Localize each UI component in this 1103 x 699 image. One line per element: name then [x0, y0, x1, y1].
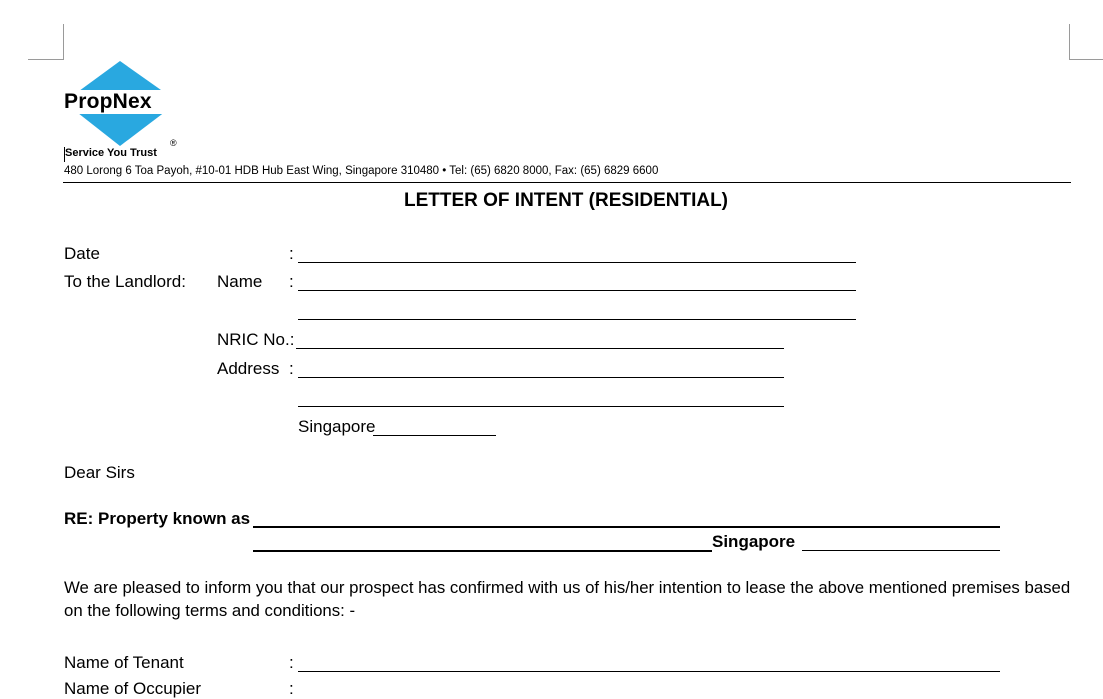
crop-mark-top-right [1069, 24, 1103, 60]
company-address: 480 Lorong 6 Toa Payoh, #10-01 HDB Hub East Wing, Singapore 310480 • Tel: (65) 6820 8000, Fax: (65) 6829 6600 [64, 165, 659, 177]
text-cursor [64, 147, 65, 162]
landlord-name-colon: : [289, 272, 294, 291]
crop-mark-top-left [28, 24, 64, 60]
occupier-label: Name of Occupier [64, 679, 201, 698]
nric-label: NRIC No.: [217, 330, 295, 349]
tenant-label: Name of Tenant [64, 653, 184, 672]
registered-mark: ® [170, 138, 177, 148]
greeting: Dear Sirs [64, 463, 135, 482]
landlord-name-label: Name [217, 272, 263, 291]
landlord-name-field-2[interactable] [298, 319, 856, 320]
address-singapore-label: Singapore [298, 417, 376, 436]
to-landlord-label: To the Landlord: [64, 272, 186, 291]
address-colon: : [289, 359, 294, 378]
re-singapore-label: Singapore [712, 532, 796, 551]
date-colon: : [289, 244, 294, 263]
date-field[interactable] [298, 262, 856, 263]
header-rule [63, 182, 1071, 183]
document-title: LETTER OF INTENT (RESIDENTIAL) [403, 190, 729, 211]
tenant-colon: : [289, 653, 294, 672]
date-label: Date [64, 244, 100, 263]
address-field-2[interactable] [298, 406, 784, 407]
address-label: Address [217, 359, 280, 378]
property-field-2[interactable] [253, 550, 712, 552]
intro-line-2: on the following terms and conditions: - [64, 601, 356, 620]
nric-field[interactable] [296, 348, 784, 349]
logo-name: PropNex [64, 90, 152, 113]
logo-tagline: Service You Trust [65, 147, 157, 159]
address-field[interactable] [298, 377, 784, 378]
landlord-name-field[interactable] [298, 290, 856, 291]
property-postal-field[interactable] [802, 550, 1000, 551]
tenant-field[interactable] [298, 671, 1000, 672]
company-logo [64, 60, 184, 160]
property-field[interactable] [253, 526, 1000, 528]
re-property-label: RE: Property known as [64, 509, 251, 528]
occupier-colon: : [289, 679, 294, 698]
intro-line-1: We are pleased to inform you that our prospect has confirmed with us of his/her intention to lease the above mentioned premises based [64, 578, 1071, 597]
postal-code-field[interactable] [373, 435, 496, 436]
